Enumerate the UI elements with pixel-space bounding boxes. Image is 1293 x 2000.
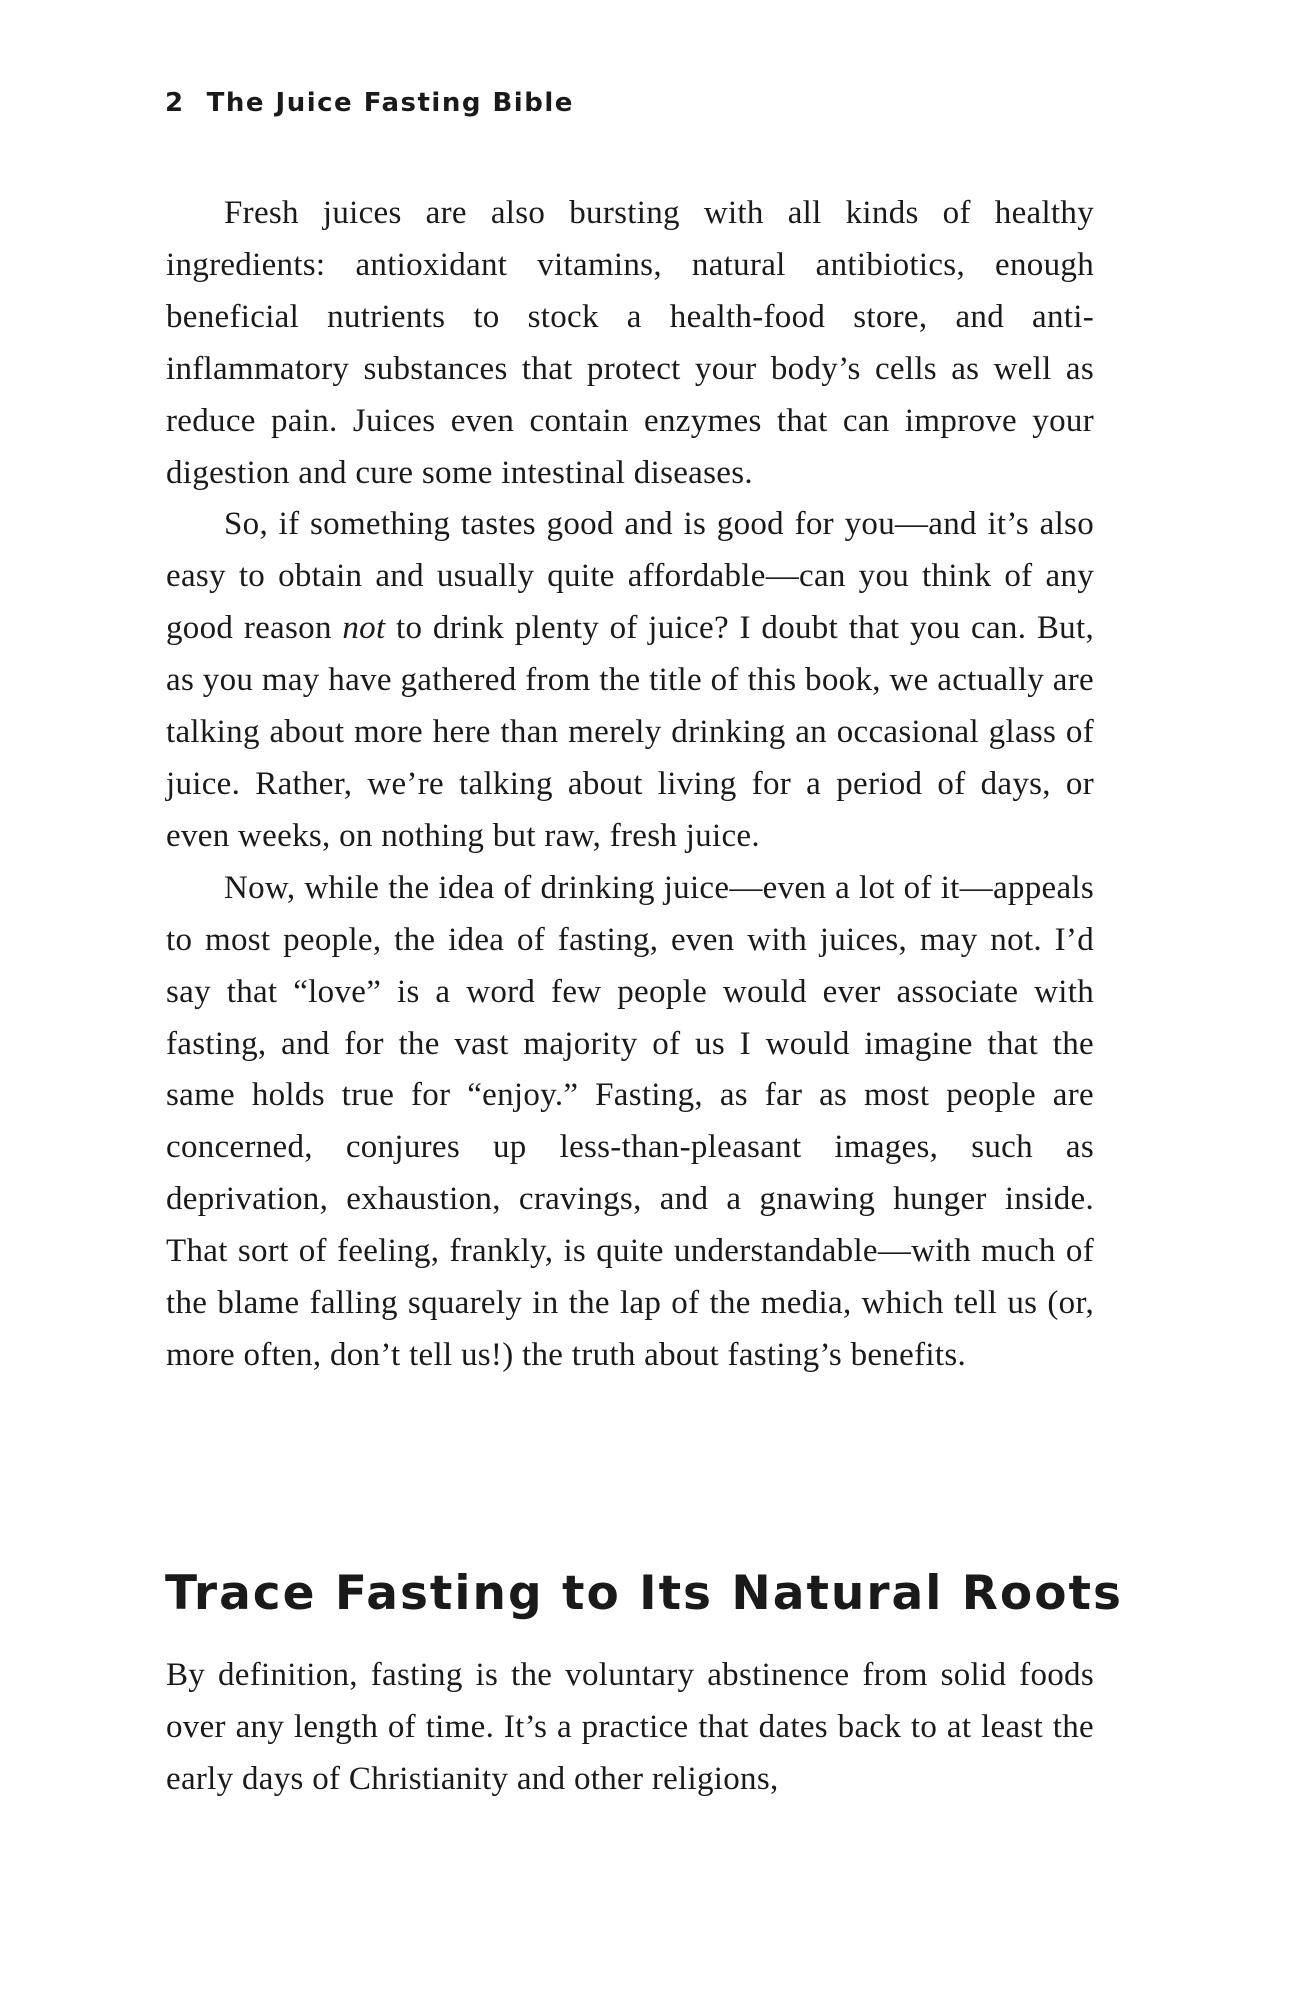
page-number: 2: [165, 88, 185, 118]
section-heading: Trace Fasting to Its Natural Roots: [165, 1566, 1123, 1621]
paragraph-2: [166, 499, 1094, 862]
paragraph-2-start: So, if something tastes good and is good for you—and it’s also easy to obtain and usually quite affordable—can you think of any good reason: [166, 506, 1094, 647]
paragraph-2-end: to drink plenty of juice? I doubt that you can. But, as you may have gathered from the title of this book, we actually are talking about more here than merely drinking an occasional glass of juice. Rather, we’re talking about living for a period of days, or even weeks, on nothing but raw, fresh juice.: [166, 610, 1094, 854]
paragraph-2-emphasis: not: [342, 610, 386, 647]
book-title: The Juice Fasting Bible: [206, 88, 574, 118]
section-paragraph-1: By definition, fasting is the voluntary abstinence from solid foods over any length of time. It’s a practice that dates back to at least the early days of Christianity and other religions,: [166, 1657, 1094, 1797]
body-text-block: [166, 188, 1094, 1382]
paragraph-3: Now, while the idea of drinking juice—even a lot of it—appeals to most people, the idea of fasting, even with juices, may not. I’d say that “love” is a word few people would ever associate with fasting, and for the vast majority of us I would imagine that the same holds true for “enjoy.” Fasting, as far as most people are concerned, conjures up less-than-pleasant images, such as deprivation, exhaustion, cravings, and a gnawing hunger inside. That sort of feeling, frankly, is quite understandable—with much of the blame falling squarely in the lap of the media, which tell us (or, more often, don’t tell us!) the truth about fasting’s benefits.: [166, 869, 1094, 1373]
section-body: [166, 1650, 1094, 1806]
paragraph-1: Fresh juices are also bursting with all kinds of healthy ingredients: antioxidant vitamins, natural antibiotics, enough beneficial nutrients to stock a health-food store, and anti-inflammatory substances that protect your body’s cells as well as reduce pain. Juices even contain enzymes that can improve your digestion and cure some intestinal diseases.: [166, 195, 1094, 491]
running-head: [165, 88, 574, 118]
